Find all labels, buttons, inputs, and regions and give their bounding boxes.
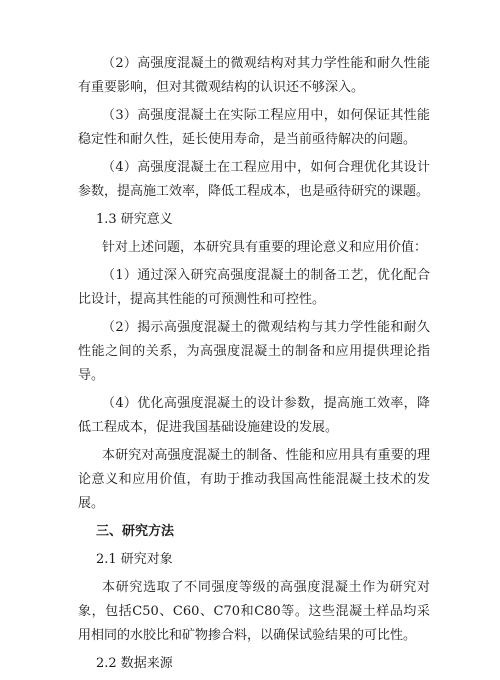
paragraph-research-object: 本研究选取了不同强度等级的高强度混凝土作为研究对象，包括C50、C60、C70和C80等。这些混凝土样品均采用相同的水胶比和矿物掺合料，以确保试验结果的可比性。 bbox=[78, 580, 430, 643]
paragraph-challenge-2: （2）高强度混凝土的微观结构对其力学性能和耐久性能有重要影响，但对其微观结构的认识还不够深入。 bbox=[78, 56, 430, 95]
subheading-research-significance: 1.3 研究意义 bbox=[96, 212, 173, 227]
subheading-data-source: 2.2 数据来源 bbox=[96, 656, 173, 671]
subheading-research-object: 2.1 研究对象 bbox=[96, 552, 173, 567]
paragraph-challenge-3: （3）高强度混凝土在实际工程应用中，如何保证其性能稳定性和耐久性，延长使用寿命，是当前亟待解决的问题。 bbox=[78, 108, 430, 147]
paragraph-significance-1: （1）通过深入研究高强度混凝土的制备工艺，优化配合比设计，提高其性能的可预测性和可控性。 bbox=[78, 268, 430, 307]
paragraph-significance-4: （4）优化高强度混凝土的设计参数，提高施工效率，降低工程成本，促进我国基础设施建设的发展。 bbox=[78, 396, 430, 435]
document-page bbox=[78, 52, 430, 680]
paragraph-significance-summary: 本研究对高强度混凝土的制备、性能和应用具有重要的理论意义和应用价值，有助于推动我国高性能混凝土技术的发展。 bbox=[78, 448, 430, 511]
paragraph-challenge-4: （4）高强度混凝土在工程应用中，如何合理优化其设计参数，提高施工效率，降低工程成本，也是亟待研究的课题。 bbox=[78, 160, 430, 199]
paragraph-significance-2: （2）揭示高强度混凝土的微观结构与其力学性能和耐久性能之间的关系，为高强度混凝土的制备和应用提供理论指导。 bbox=[78, 320, 430, 383]
paragraph-significance-intro: 针对上述问题，本研究具有重要的理论意义和应用价值： bbox=[102, 240, 428, 255]
section-heading-methods: 三、研究方法 bbox=[96, 524, 175, 539]
